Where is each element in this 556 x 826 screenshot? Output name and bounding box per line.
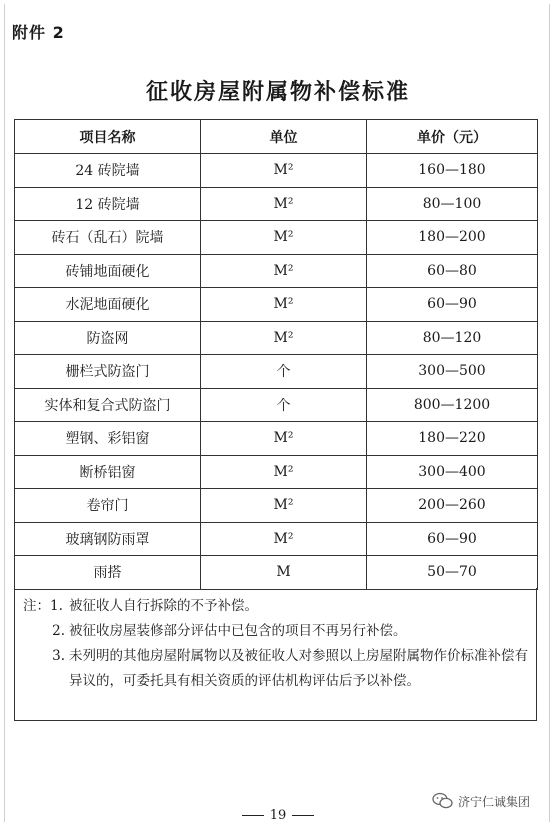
price-cell: 180—200 [367, 221, 538, 255]
unit-cell: M² [201, 187, 367, 221]
unit-cell: M² [201, 254, 367, 288]
document-title: 征收房屋附属物补偿标准 [145, 80, 410, 105]
item-name-cell: 塑钢、彩铝窗 [15, 422, 201, 456]
item-name-cell: 水泥地面硬化 [15, 288, 201, 322]
price-cell: 160—180 [367, 154, 538, 188]
note-text: 未列明的其他房屋附属物以及被征收人对参照以上房屋附属物作价标准补偿有异议的，可委托具有相关资质的评估机构评估后予以补偿。 [69, 648, 528, 689]
header-item-name: 项目名称 [15, 120, 201, 154]
price-cell: 200—260 [367, 489, 538, 523]
unit-cell: 个 [201, 388, 367, 422]
item-name-cell: 12 砖院墙 [15, 187, 201, 221]
item-name-cell: 24 砖院墙 [15, 154, 201, 188]
table-row [15, 288, 538, 322]
compensation-table [14, 119, 538, 590]
note-text: 被征收人自行拆除的不予补偿。 [69, 598, 258, 614]
unit-cell: M² [201, 489, 367, 523]
item-name-cell: 雨搭 [15, 556, 201, 590]
dash-left [242, 815, 264, 816]
item-name-cell: 卷帘门 [15, 489, 201, 523]
dash-right [292, 815, 314, 816]
unit-cell: M² [201, 321, 367, 355]
note-item [23, 644, 528, 694]
item-name-cell: 砖铺地面硬化 [15, 254, 201, 288]
note-item [23, 619, 528, 644]
page-number: 19 [269, 808, 287, 823]
price-cell: 60—90 [367, 288, 538, 322]
table-row [15, 221, 538, 255]
price-cell: 50—70 [367, 556, 538, 590]
price-cell: 180—220 [367, 422, 538, 456]
table-header-row [15, 120, 538, 154]
table-row [15, 355, 538, 389]
table-row [15, 388, 538, 422]
price-cell: 60—90 [367, 522, 538, 556]
unit-cell: M² [201, 221, 367, 255]
item-name-cell: 砖石（乱石）院墙 [15, 221, 201, 255]
table-row [15, 556, 538, 590]
price-cell: 300—400 [367, 455, 538, 489]
price-cell: 300—500 [367, 355, 538, 389]
watermark-text: 济宁仁诚集团 [458, 794, 531, 809]
table-row [15, 321, 538, 355]
table-row [15, 422, 538, 456]
note-prefix: 3. [52, 648, 65, 664]
price-cell: 80—120 [367, 321, 538, 355]
item-name-cell: 实体和复合式防盗门 [15, 388, 201, 422]
table-row [15, 187, 538, 221]
unit-cell: M² [201, 288, 367, 322]
unit-cell: M² [201, 154, 367, 188]
unit-cell: 个 [201, 355, 367, 389]
header-unit-price: 单价（元） [367, 120, 538, 154]
note-item [23, 594, 528, 619]
item-name-cell: 防盗网 [15, 321, 201, 355]
table-row [15, 254, 538, 288]
table-row [15, 489, 538, 523]
header-unit: 单位 [201, 120, 367, 154]
item-name-cell: 栅栏式防盗门 [15, 355, 201, 389]
unit-cell: M [201, 556, 367, 590]
table-row [15, 455, 538, 489]
page-number-line [0, 808, 556, 823]
note-text: 被征收房屋装修部分评估中已包含的项目不再另行补偿。 [69, 623, 407, 639]
unit-cell: M² [201, 455, 367, 489]
table-row [15, 154, 538, 188]
item-name-cell: 断桥铝窗 [15, 455, 201, 489]
note-prefix: 注：1. [23, 598, 63, 614]
item-name-cell: 玻璃钢防雨罩 [15, 522, 201, 556]
note-prefix: 2. [52, 623, 65, 639]
price-cell: 60—80 [367, 254, 538, 288]
price-cell: 800—1200 [367, 388, 538, 422]
table-row [15, 522, 538, 556]
unit-cell: M² [201, 522, 367, 556]
price-cell: 80—100 [367, 187, 538, 221]
unit-cell: M² [201, 422, 367, 456]
attachment-label: 附件 2 [12, 23, 65, 42]
notes-box [14, 588, 537, 721]
